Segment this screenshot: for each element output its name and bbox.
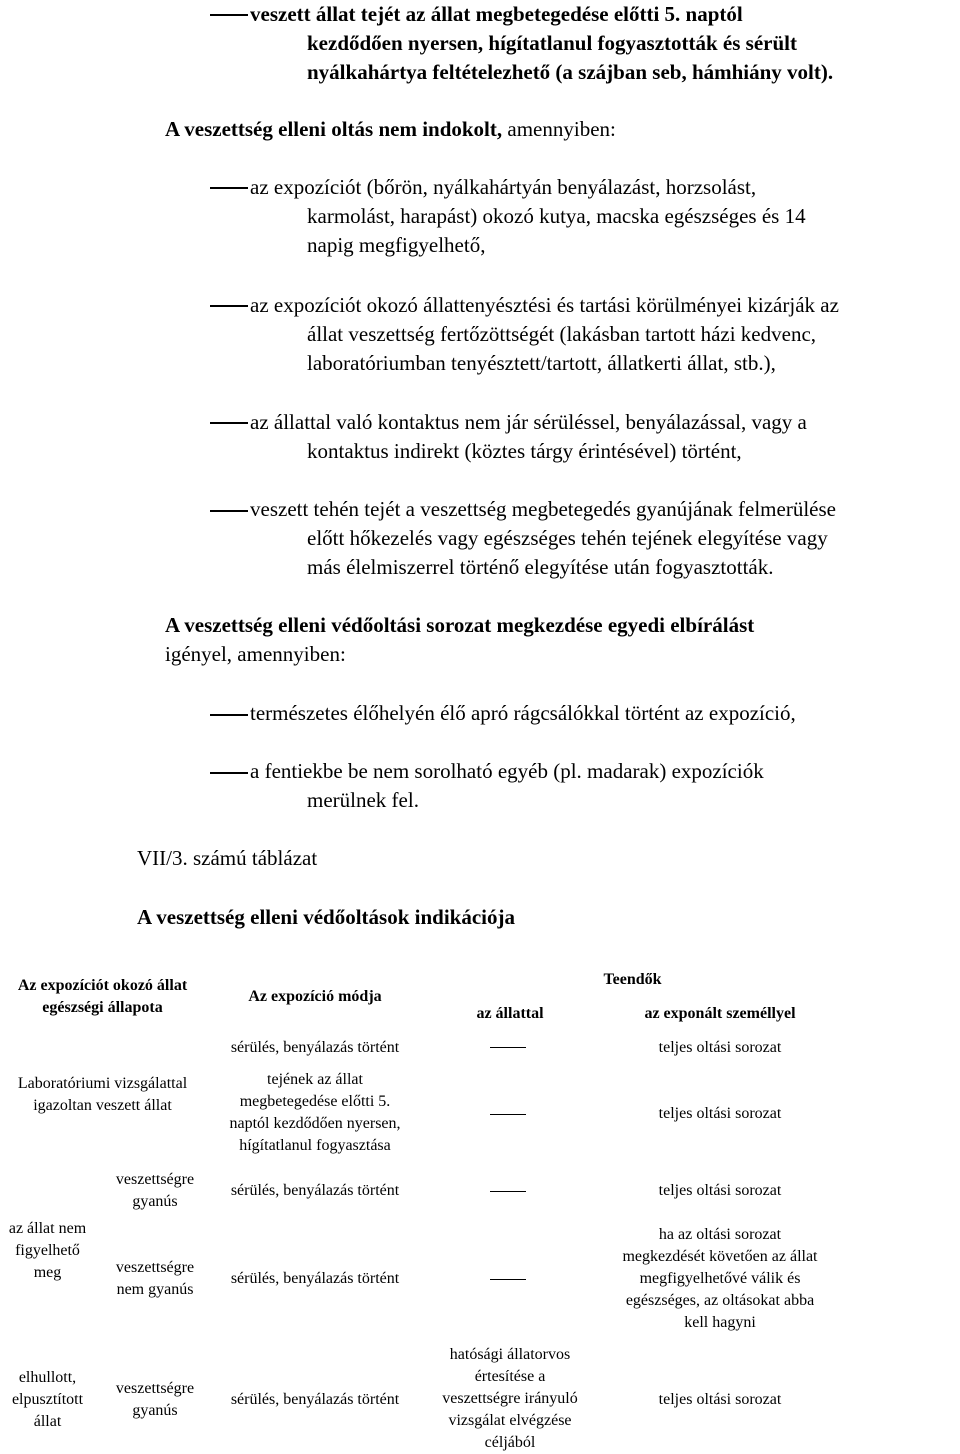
row3-sub-status [100, 1169, 210, 1213]
table-caption: VII/3. számú táblázat [137, 846, 318, 870]
bullet-dash [210, 772, 248, 774]
status-line: az állat nem [8, 1220, 87, 1237]
sub-status-line: veszettségre [115, 1171, 195, 1188]
sub-status-line: gyanús [132, 1402, 178, 1419]
mode-line: tejének az állat [267, 1071, 363, 1088]
row4-person-action [590, 1224, 850, 1334]
bullet-line: természetes élőhelyén élő apró rágcsálókkal történt az expozíció, [250, 701, 796, 725]
row3-person-action: teljes oltási sorozat [658, 1182, 782, 1199]
sub-status-line: gyanús [132, 1193, 178, 1210]
bullet-line: karmolást, harapást) okozó kutya, macska egészséges és 14 [307, 204, 806, 228]
animal-line: céljából [484, 1434, 536, 1451]
person-line: megkezdését követően az állat [622, 1248, 818, 1265]
status-line: meg [33, 1264, 62, 1281]
bullet-dash [210, 714, 248, 716]
bullet-dash [210, 422, 248, 424]
row3-animal-dash [490, 1191, 526, 1192]
status-line: figyelhető [15, 1242, 80, 1259]
section1-bullet-3 [250, 408, 960, 466]
bullet-line: kontaktus indirekt (köztes tárgy érintésével) történt, [307, 439, 742, 463]
row4-animal-dash [490, 1279, 526, 1280]
sub-status-line: veszettségre [115, 1380, 195, 1397]
bullet-line: az állattal való kontaktus nem jár sérüléssel, benyálazással, vagy a [250, 410, 807, 434]
bullet-line: állat veszettség fertőzöttségét (lakásban tartott házi kedvenc, [307, 322, 817, 346]
mode-line: hígítatlanul fogyasztása [239, 1137, 391, 1154]
bullet-dash [210, 14, 248, 16]
status-line: Laboratóriumi vizsgálattal [17, 1075, 188, 1092]
header-status-line: egészségi állapota [42, 999, 163, 1016]
section1-heading-bold: A veszettség elleni oltás nem indokolt, [165, 117, 503, 141]
bullet-line: az expozíciót okozó állattenyésztési és tartási körülményei kizárják az [250, 293, 839, 317]
animal-line: értesítése a [474, 1368, 546, 1385]
animal-line: hatósági állatorvos [449, 1346, 571, 1363]
person-line: ha az oltási sorozat [658, 1226, 782, 1243]
row5-person-action: teljes oltási sorozat [658, 1391, 782, 1408]
mode-line: megbetegedése előtti 5. [239, 1093, 391, 1110]
bullet-line: előtt hőkezelés vagy egészséges tehén tejének elegyítése vagy [307, 526, 828, 550]
row2-person-action: teljes oltási sorozat [658, 1105, 782, 1122]
person-line: megfigyelhetővé válik és [639, 1270, 801, 1287]
person-line: kell hagyni [684, 1314, 756, 1331]
person-line: egészséges, az oltásokat abba [625, 1292, 815, 1309]
bullet-line: napig megfigyelhető, [307, 233, 486, 257]
row1-animal-dash [490, 1047, 526, 1048]
bullet-dash [210, 305, 248, 307]
row1-person-action: teljes oltási sorozat [658, 1039, 782, 1056]
bullet-line: laboratóriumban tenyésztett/tartott, állatkerti állat, stb.), [307, 351, 776, 375]
status-line: elpusztított [11, 1391, 84, 1408]
row2-exposure-mode [205, 1069, 425, 1157]
section1-bullet-2 [250, 291, 960, 378]
header-animal: az állattal [476, 1005, 544, 1022]
bullet-line: merülnek fel. [307, 788, 419, 812]
status-line: elhullott, [18, 1369, 77, 1386]
row1-exposure-mode: sérülés, benyálazás történt [230, 1039, 400, 1056]
row2-animal-dash [490, 1114, 526, 1115]
header-status-line: Az expozíciót okozó állat [17, 977, 188, 994]
header-teendok: Teendők [603, 971, 662, 988]
section1-heading [165, 115, 945, 144]
mode-line: naptól kezdődően nyersen, [229, 1115, 401, 1132]
header-status [0, 975, 205, 1019]
status-line: állat [33, 1413, 62, 1430]
row4-sub-status [100, 1257, 210, 1301]
bullet-line: más élelmiszerrel történő elegyítése után fogyasztották. [307, 555, 774, 579]
intro-line-2: kezdődően nyersen, hígítatlanul fogyasztották és sérült [307, 31, 797, 55]
animal-line: vizsgálat elvégzése [448, 1412, 572, 1429]
table-title: A veszettség elleni védőoltások indikációja [137, 905, 515, 929]
sub-status-line: nem gyanús [116, 1281, 194, 1298]
intro-bullet-text [250, 0, 960, 87]
animal-line: veszettségre irányuló [442, 1390, 578, 1407]
intro-line-1: veszett állat tejét az állat megbetegedése előtti 5. naptól [250, 2, 743, 26]
section2-heading-bold: A veszettség elleni védőoltási sorozat megkezdése egyedi elbírálást [165, 613, 755, 637]
row4-exposure-mode: sérülés, benyálazás történt [230, 1270, 400, 1287]
intro-line-3: nyálkahártya feltételezhető (a szájban seb, hámhiány volt). [307, 60, 834, 84]
bullet-line: az expozíciót (bőrön, nyálkahártyán benyálazást, horzsolást, [250, 175, 757, 199]
group2-status [0, 1218, 95, 1284]
section1-heading-rest: amennyiben: [502, 117, 616, 141]
row5-sub-status [100, 1378, 210, 1422]
row5-animal-action [420, 1344, 600, 1454]
sub-status-line: veszettségre [115, 1259, 195, 1276]
bullet-line: a fentiekbe be nem sorolható egyéb (pl. madarak) expozíciók [250, 759, 764, 783]
section2-bullet-1 [250, 699, 960, 728]
row3-exposure-mode: sérülés, benyálazás történt [230, 1182, 400, 1199]
row5-exposure-mode: sérülés, benyálazás történt [230, 1391, 400, 1408]
bullet-line: veszett tehén tejét a veszettség megbetegedés gyanújának felmerülése [250, 497, 836, 521]
group1-status [0, 1073, 205, 1117]
status-line: igazoltan veszett állat [33, 1097, 172, 1114]
section2-bullet-2 [250, 757, 960, 815]
section1-bullet-4 [250, 495, 960, 582]
section1-bullet-1 [250, 173, 960, 260]
header-person: az exponált személlyel [644, 1005, 796, 1022]
header-exposure-mode: Az expozíció módja [248, 988, 382, 1005]
section2-heading-rest: igényel, amennyiben: [165, 642, 346, 666]
bullet-dash [210, 510, 248, 512]
bullet-dash [210, 187, 248, 189]
section2-heading [165, 611, 945, 669]
group3-status [0, 1367, 95, 1433]
